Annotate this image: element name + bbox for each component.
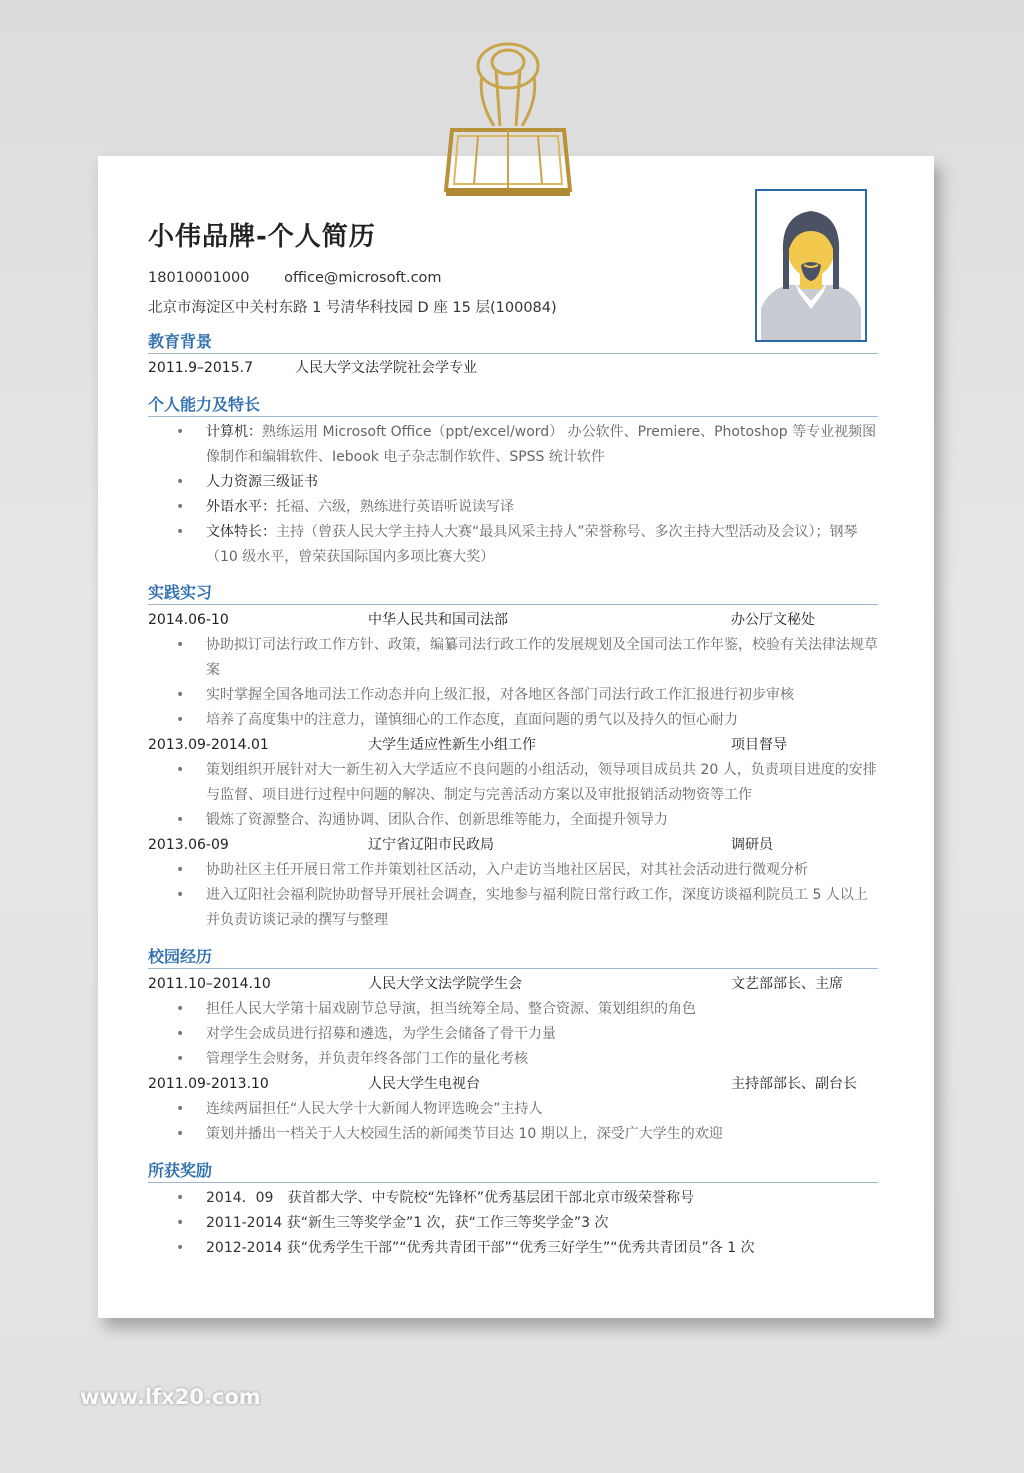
list-item: • 文体特长：主持（曾获人民大学主持人大赛“最具风采主持人”荣誉称号、多次主持大型活动及会议）；钢琴（10 级水平，曾荣获国际国内多项比赛大奖） [176, 524, 858, 565]
campus-entry: 2011.09-2013.10 人民大学生电视台 主持部部长、副台长 [148, 1076, 857, 1092]
practice-entry: 2014.06-10 中华人民共和国司法部 办公厅文秘处 [148, 612, 815, 628]
resume-paper [98, 156, 934, 1318]
binder-clip-icon [438, 40, 578, 210]
list-item: • 策划组织开展针对大一新生初入大学适应不良问题的小组活动，领导项目成员共 20 人，负责项目进度的安排与监督、项目进行过程中问题的解决、制定与完善活动方案以及审批报销活动物资等工作 [176, 762, 877, 803]
list-item: • 连续两届担任“人民大学十大新闻人物评选晚会”主持人 [176, 1101, 543, 1117]
watermark: www.lfx20.com [80, 1385, 261, 1409]
list-item: • 实时掌握全国各地司法工作动态并向上级汇报，对各地区各部门司法行政工作汇报进行初步审核 [176, 687, 794, 703]
contact-line [148, 270, 472, 286]
practice-entry: 2013.09-2014.01 大学生适应性新生小组工作 项目督导 [148, 737, 787, 753]
phone: 18010001000 [148, 270, 250, 286]
person-avatar-icon [757, 191, 865, 340]
list-item: • 对学生会成员进行招募和遴选，为学生会储备了骨干力量 [176, 1026, 556, 1042]
list-item: • 策划并播出一档关于人大校园生活的新闻类节目达 10 期以上，深受广大学生的欢迎 [176, 1126, 723, 1142]
list-item: • 担任人民大学第十届戏剧节总导演，担当统筹全局、整合资源、策划组织的角色 [176, 1001, 696, 1017]
practice-entry: 2013.06-09 辽宁省辽阳市民政局 调研员 [148, 837, 773, 853]
page-title: 小伟品牌-个人简历 [148, 222, 376, 252]
email: office@microsoft.com [284, 270, 442, 286]
list-item: • 进入辽阳社会福利院协助督导开展社会调查，实地参与福利院日常行政工作，深度访谈福利院员工 5 人以上并负责访谈记录的撰写与整理 [176, 887, 868, 928]
list-item: • 协助拟订司法行政工作方针、政策，编纂司法行政工作的发展规划及全国司法工作年鉴，校验有关法律法规草案 [176, 637, 878, 678]
section-awards: 所获奖励 [148, 1158, 878, 1183]
list-item: • 管理学生会财务，并负责年终各部门工作的量化考核 [176, 1051, 528, 1067]
section-education: 教育背景 [148, 329, 878, 354]
list-item: • 人力资源三级证书 [176, 474, 318, 490]
avatar [755, 189, 867, 342]
address: 北京市海淀区中关村东路 1 号清华科技园 D 座 15 层(100084) [148, 300, 557, 316]
list-item: • 协助社区主任开展日常工作并策划社区活动，入户走访当地社区居民，对其社会活动进行微观分析 [176, 862, 808, 878]
section-practice: 实践实习 [148, 580, 878, 605]
list-item: • 2011-2014 获“新生三等奖学金”1 次，获“工作三等奖学金”3 次 [176, 1215, 609, 1231]
section-campus: 校园经历 [148, 944, 878, 969]
list-item: • 2012-2014 获“优秀学生干部”“优秀共青团干部”“优秀三好学生”“优秀共青团员”各 1 次 [176, 1240, 755, 1256]
list-item: • 外语水平：托福、六级，熟练进行英语听说读写译 [176, 499, 514, 515]
education-row: 2011.9–2015.7 人民大学文法学院社会学专业 [148, 360, 477, 376]
list-item: • 2014．09 获首都大学、中专院校“先锋杯”优秀基层团干部北京市级荣誉称号 [176, 1190, 694, 1206]
section-skills: 个人能力及特长 [148, 392, 878, 417]
campus-entry: 2011.10–2014.10 人民大学文法学院学生会 文艺部部长、主席 [148, 976, 843, 992]
list-item: • 锻炼了资源整合、沟通协调、团队合作、创新思维等能力，全面提升领导力 [176, 812, 668, 828]
list-item: • 培养了高度集中的注意力，谨慎细心的工作态度，直面问题的勇气以及持久的恒心耐力 [176, 712, 738, 728]
list-item: • 计算机：熟练运用 Microsoft Office（ppt/excel/word） 办公软件、Premiere、Photoshop 等专业视频图像制作和编辑软件、Iebook 电子杂志制作软件、SPSS 统计软件 [176, 424, 877, 465]
